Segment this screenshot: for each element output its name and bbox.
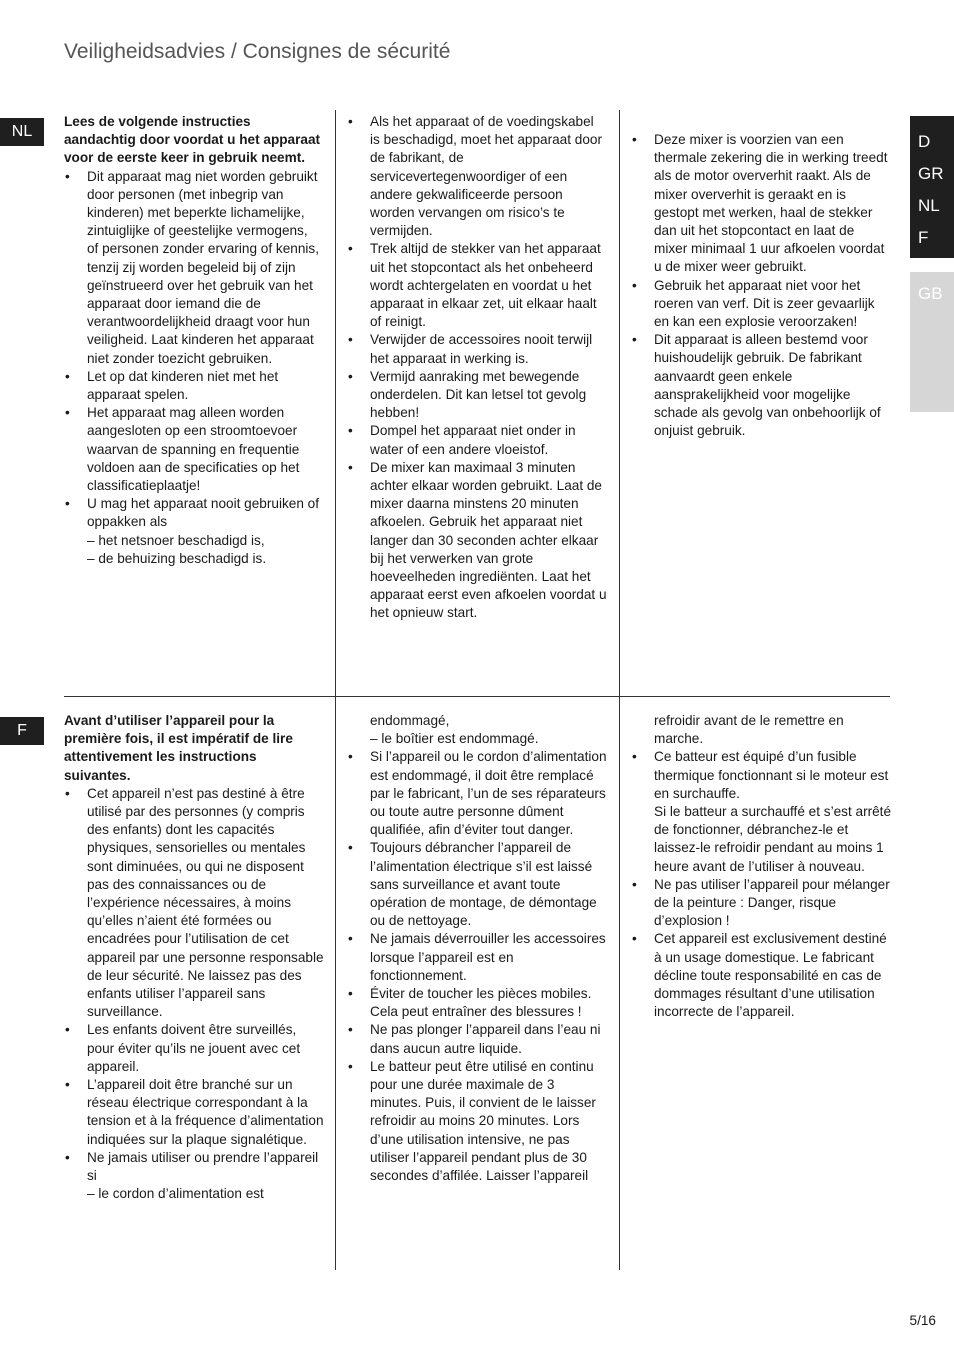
fr-column-1 [64, 712, 326, 1203]
column-divider [619, 697, 620, 1270]
section-tab-nl: NL [0, 118, 44, 146]
list-item: • Ne pas utiliser l’appareil pour mélanger de la peinture : Danger, risque d’explosion ! [631, 876, 893, 931]
language-gb: GB [910, 272, 954, 412]
column-divider [335, 697, 336, 1270]
language-gr: GR [918, 164, 944, 183]
fr-list-2 [347, 748, 609, 1185]
list-item-text: • Ce batteur est équipé d’un fusible thermique fonctionnant si le moteur est en surchauffe. [654, 749, 889, 801]
column-divider [619, 110, 620, 696]
list-item: • Trek altijd de stekker van het apparaat uit het stopcontact als het onbeheerd wordt achtergelaten en voordat u het apparaat in elkaar zet, uit elkaar haalt of reinigt. [347, 240, 607, 331]
list-item: • Deze mixer is voorzien van een thermale zekering die in werking treedt als de motor oververhit raakt. Als de mixer oververhit is geraakt en is gestopt met werken, haal de stekker dan uit het stopcontact en laat de mixer minimaal 1 uur afkoelen voordat u de mixer weer gebruikt. [631, 131, 889, 277]
continued-text [347, 712, 609, 748]
section-tab-f: F [0, 717, 44, 745]
continued-text: refroidir avant de le remettre en marche. [654, 713, 844, 747]
list-item: • Cet appareil est exclusivement destiné à un usage domestique. Le fabricant décline toute responsabilité en cas de dommages résultant d’une utilisation incorrecte de l’appareil. [631, 930, 893, 1021]
fr-list-3 [631, 748, 893, 1021]
list-item: • Dompel het apparaat niet onder in water of een andere vloeistof. [347, 422, 607, 458]
list-item: • Ne jamais déverrouiller les accessoires lorsque l’appareil est en fonctionnement. [347, 930, 609, 985]
column-divider [335, 110, 336, 696]
list-item [631, 748, 893, 875]
nl-column-1 [64, 113, 322, 568]
language-index [910, 116, 954, 258]
fr-column-2 [347, 712, 609, 1185]
nl-column-2 [347, 113, 607, 623]
list-sub-item: – het netsnoer beschadigd is, [87, 532, 265, 548]
list-item [64, 495, 322, 568]
language-nl: NL [918, 196, 940, 215]
list-item-text: • U mag het apparaat nooit gebruiken of oppakken als [87, 496, 320, 530]
list-item-extra: Si le batteur a surchauffé et s’est arrêté de fonctionner, débranchez-le et laissez-le refroidir pendant au moins 1 heure avant de l’utiliser à nouveau. [654, 804, 892, 874]
section-divider [64, 696, 890, 697]
list-item: • De mixer kan maximaal 3 minuten achter elkaar worden gebruikt. Laat de mixer daarna minstens 20 minuten afkoelen. Gebruik het apparaat niet langer dan 30 seconden achter elkaar bij het verwerken van grote hoeveelheden ingrediënten. Laat het apparaat eerst even afkoelen voordat u het opnieuw start. [347, 459, 607, 623]
page-title: Veiligheidsadvies / Consignes de sécurité [64, 40, 451, 63]
list-item: • Si l’appareil ou le cordon d’alimentation est endommagé, il doit être remplacé par le fabricant, l’un de ses réparateurs ou toute autre personne dûment qualifiée, afin d’éviter tout danger. [347, 748, 609, 839]
page-number: 5/16 [909, 1313, 936, 1328]
list-item: • Verwijder de accessoires nooit terwijl het apparaat in werking is. [347, 331, 607, 367]
list-item: • Dit apparaat is alleen bestemd voor huishoudelijk gebruik. De fabrikant aanvaardt geen enkele aansprakelijkheid voor mogelijke schade als gevolg van onbehoorlijk of onjuist gebruik. [631, 331, 889, 440]
nl-intro: Lees de volgende instructies aandachtig door voordat u het apparaat voor de eerste keer in gebruik neemt. [64, 114, 321, 166]
list-item: • Ne pas plonger l’appareil dans l’eau ni dans aucun autre liquide. [347, 1021, 609, 1057]
list-item: • Les enfants doivent être surveillés, pour éviter qu’ils ne jouent avec cet appareil. [64, 1021, 326, 1076]
list-sub-item: – de behuizing beschadigd is. [87, 550, 267, 566]
list-item: • Gebruik het apparaat niet voor het roeren van verf. Dit is zeer gevaarlijk en kan een explosie veroorzaken! [631, 277, 889, 332]
list-sub-item: – le cordon d’alimentation est [87, 1186, 264, 1202]
nl-list-2 [347, 113, 607, 623]
list-item: • Toujours débrancher l’appareil de l’alimentation électrique s’il est laissé sans surveillance et avant toute opération de montage, de démontage ou de nettoyage. [347, 839, 609, 930]
list-item: • Als het apparaat of de voedingskabel is beschadigd, moet het apparaat door de fabrikant, de servicevertegenwoordiger of een andere gekwalificeerde persoon worden vervangen om risico’s te vermijden. [347, 113, 607, 240]
fr-column-3 [631, 712, 893, 1021]
nl-list-3 [631, 131, 889, 440]
nl-column-3 [631, 131, 889, 440]
fr-list-1 [64, 785, 326, 1204]
list-item-text: • Ne jamais utiliser ou prendre l’appareil si [87, 1149, 319, 1184]
list-item: • Dit apparaat mag niet worden gebruikt door personen (met inbegrip van kinderen) met beperkte lichamelijke, zintuiglijke of geestelijke vermogens, of personen zonder ervaring of kennis, tenzij zij worden begeleid bij of zijn geïnstrueerd over het gebruik van het apparaat door iemand die de verantwoordelijkheid draagt voor hun veiligheid. Laat kinderen het apparaat niet zonder toezicht gebruiken. [64, 168, 322, 368]
list-item: • Cet appareil n’est pas destiné à être utilisé par des personnes (y compris des enfants) dont les capacités physiques, sensorielles ou mentales sont diminuées, ou qui ne disposent pas des connaissances ou de l’expérience nécessaires, à moins qu’elles n’aient été formées ou encadrées pour l’utilisation de cet appareil par une personne responsable de leur sécurité. Ne laissez pas des enfants utiliser l’appareil sans surveillance. [64, 785, 326, 1022]
language-f: F [918, 228, 929, 247]
list-item: • Vermijd aanraking met bewegende onderdelen. Dit kan letsel tot gevolg hebben! [347, 368, 607, 423]
list-item: • Le batteur peut être utilisé en continu pour une durée maximale de 3 minutes. Puis, il convient de le laisser refroidir au moins 20 minutes. Lors d’une utilisation intensive, ne pas utiliser l’appareil pendant plus de 30 secondes d’affilée. Laisser l’appareil [347, 1058, 609, 1185]
fr-intro: Avant d’utiliser l’appareil pour la première fois, il est impératif de lire attentivement les instructions suivantes. [64, 713, 293, 783]
list-item: • Het apparaat mag alleen worden aangesloten op een stroomtoevoer waarvan de spanning en frequentie voldoen aan de specificaties op het classificatieplaatje! [64, 404, 322, 495]
list-item: • Éviter de toucher les pièces mobiles. Cela peut entraîner des blessures ! [347, 985, 609, 1021]
list-item: • L’appareil doit être branché sur un réseau électrique correspondant à la tension et à la fréquence d’alimentation indiquées sur la plaque signalétique. [64, 1076, 326, 1149]
list-item [64, 1149, 326, 1204]
nl-list-1 [64, 168, 322, 568]
list-item: • Let op dat kinderen niet met het apparaat spelen. [64, 368, 322, 404]
continued-line: – le boîtier est endommagé. [370, 731, 539, 747]
continued-line: endommagé, [370, 713, 450, 728]
language-d: D [918, 132, 931, 151]
